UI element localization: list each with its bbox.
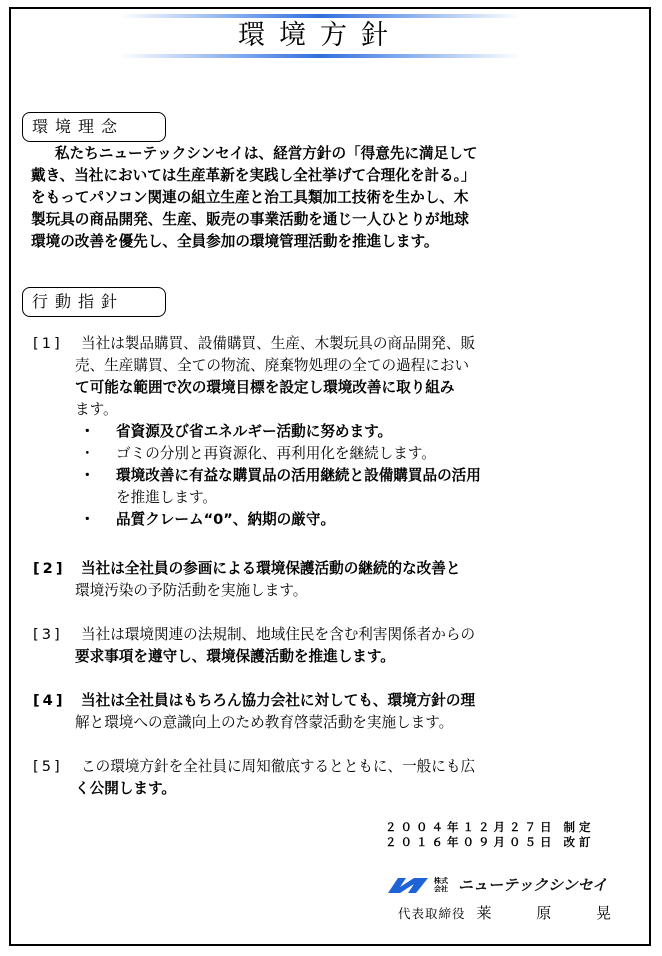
representative (398, 902, 631, 923)
philosophy-line: 製玩具の商品開発、生産、販売の事業活動を通じ一人ひとりが地球 (31, 211, 469, 228)
bullet-mark: ・ (80, 445, 95, 462)
philosophy-line: をもってパソコン関連の組立生産と治工具類加工技術を生かし、木 (31, 189, 469, 206)
item-line: 要求事項を遵守し、環境保護活動を推進します。 (75, 648, 395, 665)
item-number: [4] (33, 692, 66, 709)
item-line: 当社は環境関連の法規制、地域住民を含む利害関係者からの (81, 626, 476, 643)
representative-name: 莱 原 晃 (476, 904, 632, 922)
section-heading-philosophy: 環境理念 (22, 112, 166, 142)
company-kabushiki: 株式会社 (434, 877, 448, 893)
page-title: 環境方針 (238, 20, 402, 51)
bullet-continuation: を推進します。 (116, 489, 217, 506)
bullet-item (80, 443, 640, 465)
item-line: 当社は全社員の参画による環境保護活動の継続的な改善と (81, 560, 461, 577)
item-line: 解と環境への意識向上のため教育啓蒙活動を実施します。 (75, 714, 454, 731)
guideline-item-4 (33, 690, 633, 734)
item-line: この環境方針を全社員に周知徹底するとともに、一般にも広 (81, 758, 476, 775)
bullet-item (80, 465, 640, 487)
guideline-item-2 (33, 558, 633, 602)
company-logo-icon (386, 875, 430, 895)
bullet-text: 省資源及び省エネルギー活動に努めます。 (116, 423, 393, 440)
item-line: 当社は全社員はもちろん協力会社に対しても、環境方針の理 (81, 692, 476, 709)
philosophy-line: 環境の改善を優先し、全員参加の環境管理活動を推進します。 (31, 233, 439, 250)
philosophy-line: 私たちニューテックシンセイは、経営方針の「得意先に満足して (55, 145, 478, 162)
guideline-item-5 (33, 756, 633, 800)
revised-date: ２０１６年０９月０５日 改訂 (385, 835, 595, 849)
company-name: ニューテックシンセイ (458, 876, 608, 894)
title-rule-top (120, 14, 520, 18)
item-number: [3] (33, 626, 63, 643)
established-date: ２００４年１２月２７日 制定 (385, 820, 595, 834)
bullet-mark: ・ (80, 467, 95, 484)
item-line: く公開します。 (75, 780, 176, 797)
bullet-text: 品質クレーム“0”、納期の厳守。 (116, 511, 336, 528)
item-number: [1] (33, 335, 63, 352)
item-number: [2] (33, 560, 66, 577)
company-block (386, 873, 626, 899)
guideline-item-1 (33, 333, 633, 421)
item-line: 当社は製品購買、設備購買、生産、木製玩具の商品開発、販 (81, 335, 476, 352)
title-rule-bottom (120, 54, 520, 58)
item-line: 売、生産購買、全ての物流、廃棄物処理の全ての過程におい (75, 357, 470, 374)
bullet-mark: ・ (80, 511, 95, 528)
representative-title: 代表取締役 (398, 906, 466, 921)
philosophy-paragraph (31, 143, 631, 253)
bullet-item (80, 421, 640, 443)
item-line: ます。 (75, 401, 118, 418)
bullet-text: 環境改善に有益な購買品の活用継続と設備購買品の活用 (116, 467, 481, 484)
item-number: [5] (33, 758, 63, 775)
bullet-mark: ・ (80, 423, 95, 440)
item-line: て可能な範囲で次の環境目標を設定し環境改善に取り組み (75, 379, 455, 396)
date-block (385, 820, 625, 850)
target-bullet-list (80, 421, 640, 531)
bullet-item (80, 509, 640, 531)
section-heading-guidelines: 行動指針 (22, 287, 166, 317)
item-line: 環境汚染の予防活動を実施します。 (75, 582, 308, 599)
bullet-text: ゴミの分別と再資源化、再利用化を継続します。 (116, 445, 436, 462)
title-band (120, 14, 520, 58)
guideline-item-3 (33, 624, 633, 668)
philosophy-line: 戴き、当社においては生産革新を実践し全社挙げて合理化を計る。」 (31, 167, 476, 184)
